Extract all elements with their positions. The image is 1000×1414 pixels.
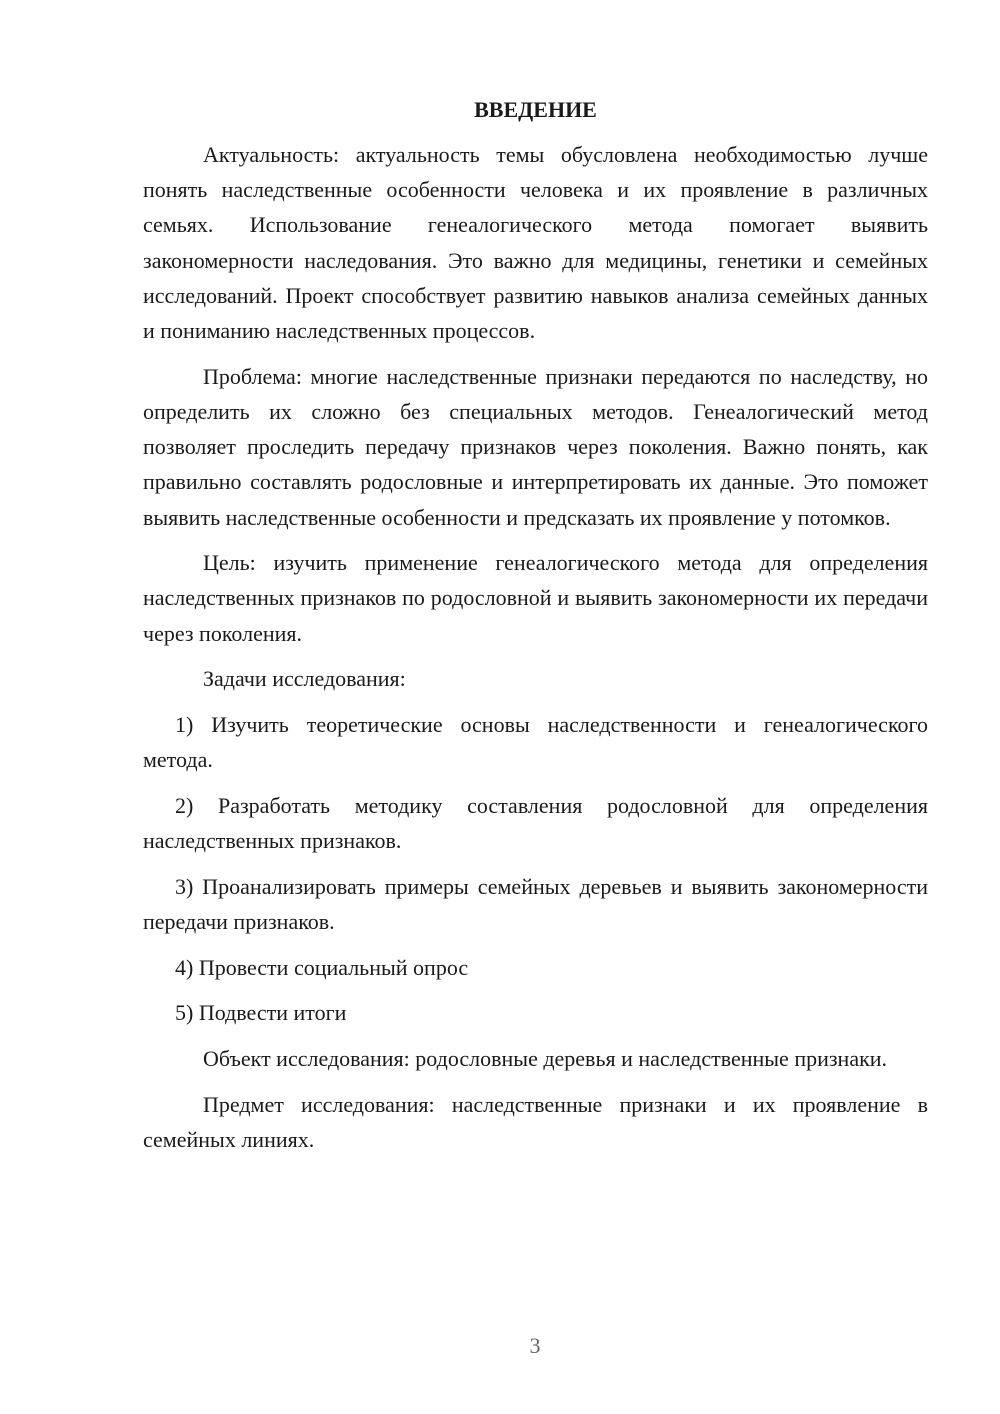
section-title: ВВЕДЕНИЕ — [474, 97, 597, 122]
task-item: 1) Изучить теоретические основы наследственности и генеалогического метода. — [143, 712, 928, 773]
paragraph-goal: Цель: изучить применение генеалогического метода для определения наследственных признаков по родословной и выявить закономерности их передачи через поколения. — [143, 550, 928, 646]
task-item: 2) Разработать методику составления родословной для определения наследственных признаков. — [143, 792, 928, 854]
paragraph-relevance: Актуальность: актуальность темы обусловлена необходимостью лучше понять наследственные особенности человека и их проявление в различных семьях. Использование генеалогического метода помогает выявить закономерности наследования. Это важно для медицины, генетики и семейных исследований. Проект способствует развитию навыков анализа семейных данных и пониманию наследственных процессов. — [143, 142, 928, 344]
task-item: 3) Проанализировать примеры семейных деревьев и выявить закономерности передачи признаков. — [143, 873, 928, 935]
paragraph-subject: Предмет исследования: наследственные признаки и их проявление в семейных линиях. — [143, 1091, 928, 1153]
task-item: 5) Подвести итоги — [175, 1000, 347, 1026]
task-item: 4) Провести социальный опрос — [175, 954, 469, 980]
document-body — [143, 92, 928, 1168]
tasks-heading: Задачи исследования: — [203, 666, 406, 692]
page-number: 3 — [529, 1333, 541, 1358]
paragraph-problem: Проблема: многие наследственные признаки передаются по наследству, но определить их сложно без специальных методов. Генеалогический метод позволяет проследить передачу признаков через поколения. Важно понять, как правильно составлять родословные и интерпретировать их данные. Это поможет выявить наследственные особенности и предсказать их проявление у потомков. — [143, 363, 928, 530]
paragraph-object: Объект исследования: родословные деревья и наследственные признаки. — [203, 1046, 888, 1072]
